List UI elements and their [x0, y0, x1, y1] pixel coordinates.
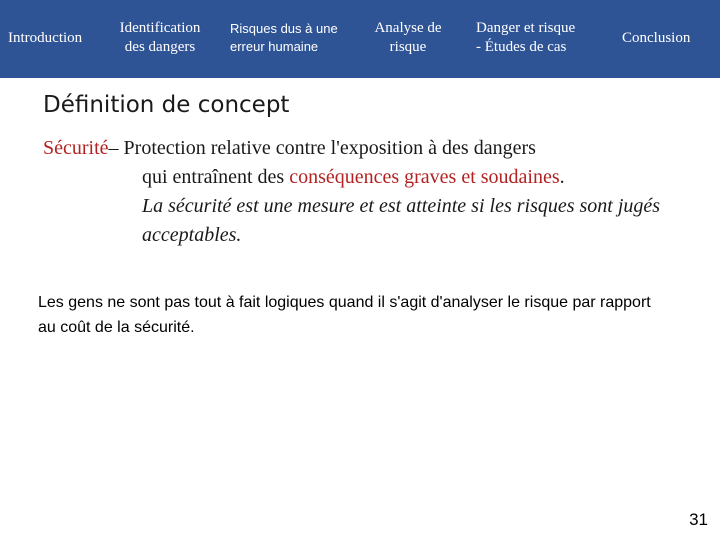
- nav-tab-etudes-cas[interactable]: [476, 19, 575, 57]
- nav-tab-label-line1: Identification: [119, 20, 201, 36]
- nav-tab-label: Introduction: [8, 30, 83, 46]
- page-number: 31: [689, 510, 708, 529]
- definition-continuation: [43, 163, 703, 250]
- nav-tab-conclusion[interactable]: [622, 29, 690, 48]
- definition-dash: –: [108, 137, 124, 159]
- nav-tab-label-line2: - Études de cas: [476, 39, 567, 55]
- nav-tab-label-line1: Risques dus à une: [230, 21, 338, 36]
- definition-highlight: conséquences graves et soudaines: [289, 166, 560, 188]
- top-navigation-bar: [0, 0, 720, 78]
- definition-text-b: qui entraînent des: [142, 166, 290, 188]
- nav-tab-label-line2: erreur humaine: [230, 39, 319, 54]
- definition-period: .: [559, 166, 565, 188]
- nav-tab-label: Conclusion: [622, 30, 691, 46]
- definition-text-a: Protection relative contre l'exposition à des dangers: [123, 137, 536, 159]
- definition-term: Sécurité: [43, 137, 109, 159]
- slide-title: Définition de concept: [43, 92, 290, 118]
- nav-tab-label-line1: Analyse de: [374, 20, 442, 36]
- definition-block: [43, 134, 703, 250]
- nav-tab-identification[interactable]: [110, 19, 210, 57]
- nav-tab-label-line1: Danger et risque: [476, 20, 576, 36]
- body-paragraph: Les gens ne sont pas tout à fait logiques quand il s'agit d'analyser le risque par rapport au coût de la sécurité.: [38, 294, 651, 336]
- nav-tab-label-line2: risque: [389, 39, 427, 55]
- definition-italic-note: La sécurité est une mesure et est atteinte si les risques sont jugés acceptables.: [142, 195, 661, 246]
- nav-tab-analyse-risque[interactable]: [362, 19, 454, 57]
- nav-tab-introduction[interactable]: [8, 29, 82, 48]
- nav-tab-label-line2: des dangers: [124, 39, 196, 55]
- nav-tab-risques-humaine[interactable]: [230, 20, 338, 56]
